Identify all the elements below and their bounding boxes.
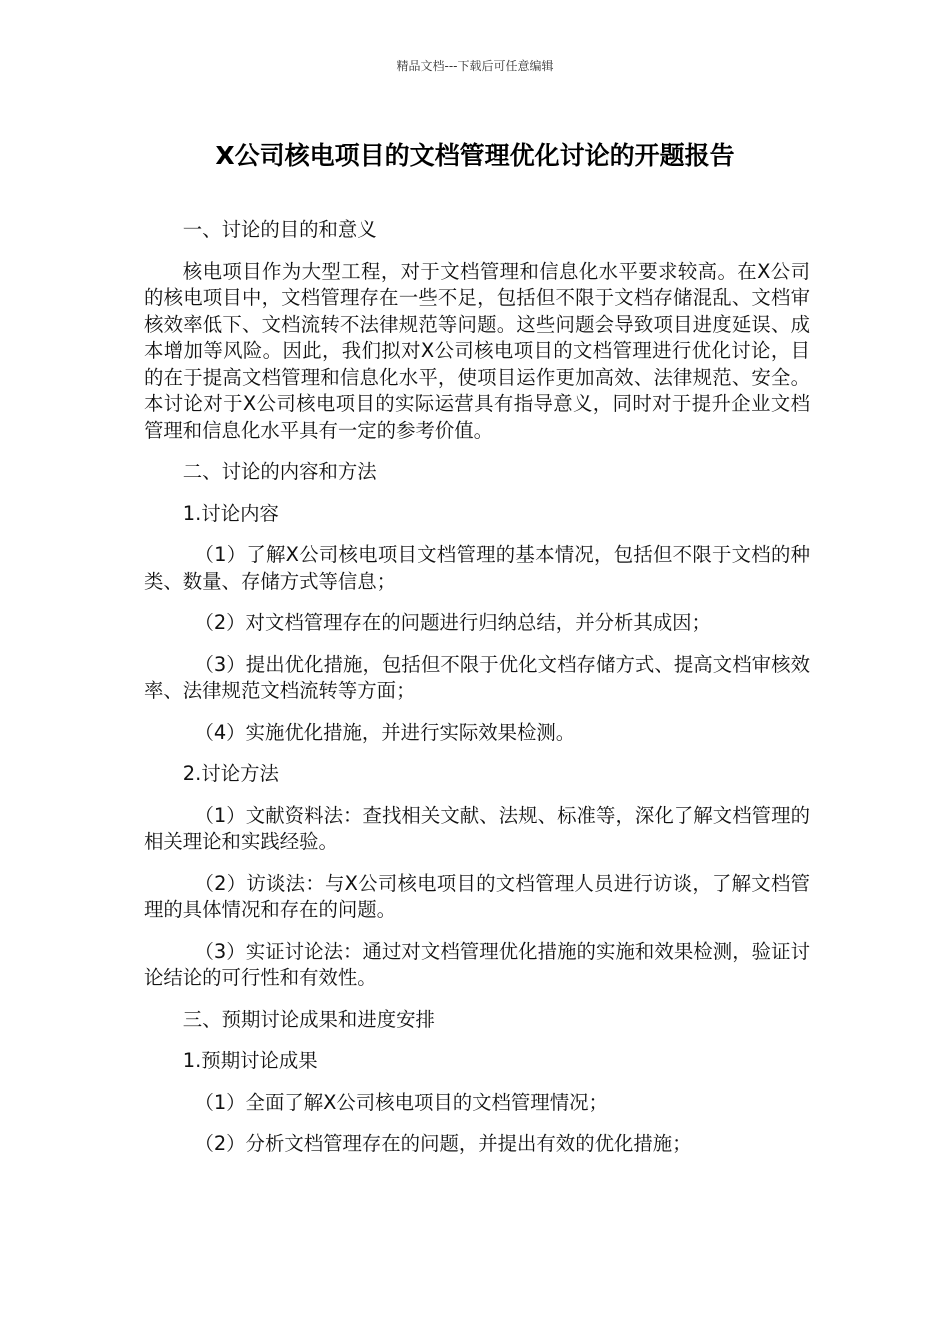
paragraph: 2.讨论方法 bbox=[182, 762, 279, 785]
header-note: 精品文档---下载后可任意编辑 bbox=[396, 59, 554, 73]
paragraph: （3）实证讨论法：通过对文档管理优化措施的实施和效果检测，验证讨论结论的可行性和有效性。 bbox=[144, 939, 810, 989]
paragraph: 1.预期讨论成果 bbox=[182, 1049, 318, 1072]
paragraph: （1）了解X公司核电项目文档管理的基本情况，包括但不限于文档的种类、数量、存储方式等信息； bbox=[144, 543, 810, 593]
document-title: X公司核电项目的文档管理优化讨论的开题报告 bbox=[215, 141, 735, 170]
paragraph: 三、预期讨论成果和进度安排 bbox=[182, 1007, 435, 1031]
paragraph: （4）实施优化措施，并进行实际效果检测。 bbox=[194, 720, 576, 744]
paragraph: 核电项目作为大型工程，对于文档管理和信息化水平要求较高。在X公司的核电项目中，文档管理存在一些不足，包括但不限于文档存储混乱、文档审核效率低下、文档流转不法律规范等问题。这些问题会导致项目进度延误、成本增加等风险。因此，我们拟对X公司核电项目的文档管理进行优化讨论，目的在于提高文档管理和信息化水平，使项目运作更加高效、法律规范、安全。本讨论对于X公司核电项目的实际运营具有指导意义，同时对于提升企业文档管理和信息化水平具有一定的参考价值。 bbox=[144, 259, 810, 442]
paragraph: （1）全面了解X公司核电项目的文档管理情况； bbox=[194, 1090, 608, 1114]
paragraph: （3）提出优化措施，包括但不限于优化文档存储方式、提高文档审核效率、法律规范文档流转等方面； bbox=[144, 652, 810, 702]
paragraph: 一、讨论的目的和意义 bbox=[182, 218, 377, 241]
paragraph: （2）分析文档管理存在的问题，并提出有效的优化措施； bbox=[194, 1132, 692, 1155]
paragraph: （2）对文档管理存在的问题进行归纳总结，并分析其成因； bbox=[194, 611, 711, 634]
document-body bbox=[144, 217, 810, 1173]
paragraph: 二、讨论的内容和方法 bbox=[182, 460, 377, 483]
paragraph: 1.讨论内容 bbox=[182, 501, 279, 525]
paragraph: （2）访谈法：与X公司核电项目的文档管理人员进行访谈，了解文档管理的具体情况和存在的问题。 bbox=[144, 871, 810, 921]
paragraph: （1）文献资料法：查找相关文献、法规、标准等，深化了解文档管理的相关理论和实践经验。 bbox=[144, 803, 810, 853]
